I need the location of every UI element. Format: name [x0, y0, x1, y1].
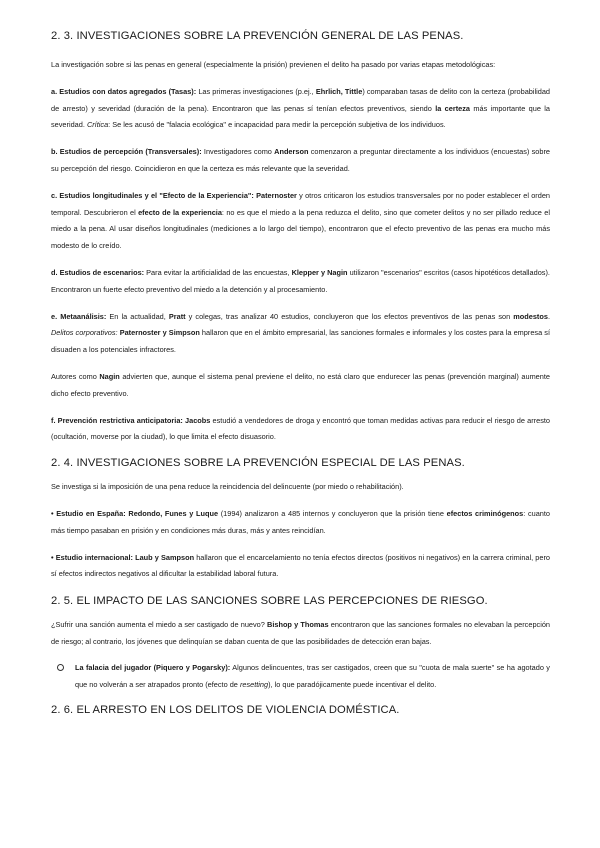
bullet-text: [75, 660, 550, 694]
name-c: Paternoster: [256, 190, 297, 200]
text-25-2: encontraron que las sanciones formales no elevaban la percepción de riesgo; al contrario, los jóvenes que delinquían se daban cuenta de que las posibilidades de detección eran bajas.: [51, 620, 550, 646]
bold-c: efecto de la experiencia: [138, 207, 222, 217]
text-c3: : no es que el miedo a la pena reduzca el delito, sino que cometer delitos y no ser pillado reduce el miedo a la pena. Al usar diseños longitudinales (mediciones a lo largo del tiempo), encontraron que el efecto preventivo de las penas era mucho más modesto de lo creído.: [51, 207, 550, 251]
label-b: b. Estudios de percepción (Transversales):: [51, 147, 202, 157]
text-c2: y otros criticaron los estudios transversales por no poder establecer el orden temporal. Descubrieron el: [51, 190, 550, 217]
paragraph-intro-2-3: La investigación sobre si las penas en general (especialmente la prisión) previenen el delito ha pasado por varias etapas metodológicas:: [51, 60, 496, 69]
hollow-bullet-icon: [57, 664, 64, 671]
label-spain: • Estudio en España:: [51, 508, 126, 518]
label-c: c. Estudios longitudinales y el "Efecto de la Experiencia":: [51, 190, 254, 200]
text-a4: : Se les acusó de "falacia ecológica" e incapacidad para medir la percepción subjetiva de los individuos.: [108, 120, 446, 130]
label-intl: • Estudio internacional:: [51, 552, 133, 562]
label-d: d. Estudios de escenarios:: [51, 267, 145, 277]
paragraph-b: [51, 144, 550, 178]
text-intl2: hallaron que el encarcelamiento no tenía efectos directos (positivos ni negativos) en la carrera criminal, pero sí efectos indirectos negativos al dificultar la estabilidad laboral futura.: [51, 552, 550, 579]
text-f2: estudió a vendedores de droga y encontró que toman medidas activas para reducir el riesgo de arresto (ocultación, moverse por la ciudad), lo que limita el efecto disuasorio.: [51, 415, 550, 442]
text-d2: utilizaron "escenarios" escritos (casos hipotéticos detallados). Encontraron un fuerte efecto preventivo del miedo a la detención y al procesamiento.: [51, 267, 550, 294]
bold-spain: efectos criminógenos: [446, 508, 524, 518]
text-a1: Las primeras investigaciones (p.ej.,: [196, 86, 316, 96]
text-bullet2: ), lo que paradójicamente puede incentivar el delito.: [268, 679, 437, 689]
italic-e: Delitos corporativos:: [51, 328, 118, 338]
name-b: Anderson: [274, 147, 309, 157]
text-e2: y colegas, tras analizar 40 estudios, concluyeron que los efectos preventivos de las penas son: [185, 311, 514, 321]
text-b1: Investigadores como: [201, 147, 275, 157]
text-e1: En la actualidad,: [106, 311, 169, 321]
italic-a: Crítica: [86, 120, 109, 130]
names-intl: Laub y Sampson: [135, 552, 195, 562]
label-e: e. Metaanálisis:: [51, 311, 107, 321]
text-a3: más importante que la severidad.: [51, 103, 550, 130]
bullet-list: [51, 660, 550, 694]
paragraph-nagin: [51, 369, 550, 403]
list-item: [51, 660, 550, 694]
text-a2: ) comparaban tasas de delito con la certeza (probabilidad de arresto) y severidad (duración de la pena). Encontraron que las penas sí tenían efectos preventivos, siendo: [51, 86, 551, 113]
text-nagin2: advierten que, aunque el sistema penal previene el delito, no está claro que endurecer las penas (prevención marginal) aumente dicho efecto preventivo.: [51, 371, 550, 398]
text-e3: .: [547, 311, 550, 321]
section-heading-2-4: 2. 4. INVESTIGACIONES SOBRE LA PREVENCIÓN ESPECIAL DE LAS PENAS.: [51, 457, 465, 470]
names-e: Paternoster y Simpson: [119, 328, 200, 338]
section-heading-2-3: 2. 3. INVESTIGACIONES SOBRE LA PREVENCIÓN GENERAL DE LAS PENAS.: [51, 30, 464, 42]
text-spain2: (1994) analizaron a 485 internos y concluyeron que la prisión tiene: [218, 508, 447, 518]
names-25: Bishop y Thomas: [267, 620, 329, 630]
section-heading-2-5: 2. 5. EL IMPACTO DE LAS SANCIONES SOBRE LAS PERCEPCIONES DE RIESGO.: [51, 595, 488, 608]
paragraph-f: [51, 413, 550, 447]
names-d: Klepper y Nagin: [291, 267, 348, 277]
paragraph-spain: [51, 506, 550, 540]
paragraph-intro-2-5: [51, 617, 550, 651]
bold-e: modestos: [513, 311, 548, 321]
paragraph-e: [51, 309, 550, 359]
text-d1: Para evitar la artificialidad de las encuestas,: [144, 267, 292, 277]
bold-a: la certeza: [435, 103, 470, 113]
paragraph-intro-2-4: Se investiga si la imposición de una pena reduce la reincidencia del delincuente (por miedo o rehabilitación).: [51, 482, 404, 492]
name-e: Pratt: [168, 311, 186, 321]
paragraph-intl: [51, 550, 550, 584]
label-a: a. Estudios con datos agregados (Tasas):: [51, 86, 197, 96]
italic-bullet: resetting: [239, 679, 269, 689]
text-spain3: : cuanto más tiempo pasaban en prisión y en condiciones más duras, más y antes reincidían.: [51, 508, 550, 535]
names-a: Ehrlich, Tittle: [315, 86, 363, 96]
names-spain: Redondo, Funes y Luque: [128, 508, 219, 518]
label-f: f. Prevención restrictiva anticipatoria:: [51, 415, 183, 425]
section-heading-2-6: 2. 6. EL ARRESTO EN LOS DELITOS DE VIOLENCIA DOMÉSTICA.: [51, 704, 400, 717]
paragraph-a: [51, 84, 550, 134]
text-25-1: ¿Sufrir una sanción aumenta el miedo a ser castigado de nuevo?: [51, 620, 268, 630]
text-e5: hallaron que en el ámbito empresarial, las sanciones formales e informales y los costes para la empresa sí disuaden a los potenciales infractores.: [51, 328, 550, 355]
name-nagin: Nagin: [99, 371, 120, 381]
text-b2: comenzaron a preguntar directamente a los individuos (encuestas) sobre su percepción del riesgo. Coincidieron en que la certeza es más relevante que la severidad.: [51, 147, 551, 173]
label-bullet: La falacia del jugador (Piquero y Pogarsky):: [75, 662, 231, 672]
name-f: Jacobs: [185, 415, 211, 425]
text-nagin1: Autores como: [51, 371, 100, 381]
paragraph-d: [51, 265, 550, 299]
text-bullet1: Algunos delincuentes, tras ser castigados, creen que su "cuota de mala suerte" se ha agotado y que no volverán a ser atrapados pronto (efecto de: [75, 662, 550, 689]
paragraph-c: [51, 188, 550, 255]
